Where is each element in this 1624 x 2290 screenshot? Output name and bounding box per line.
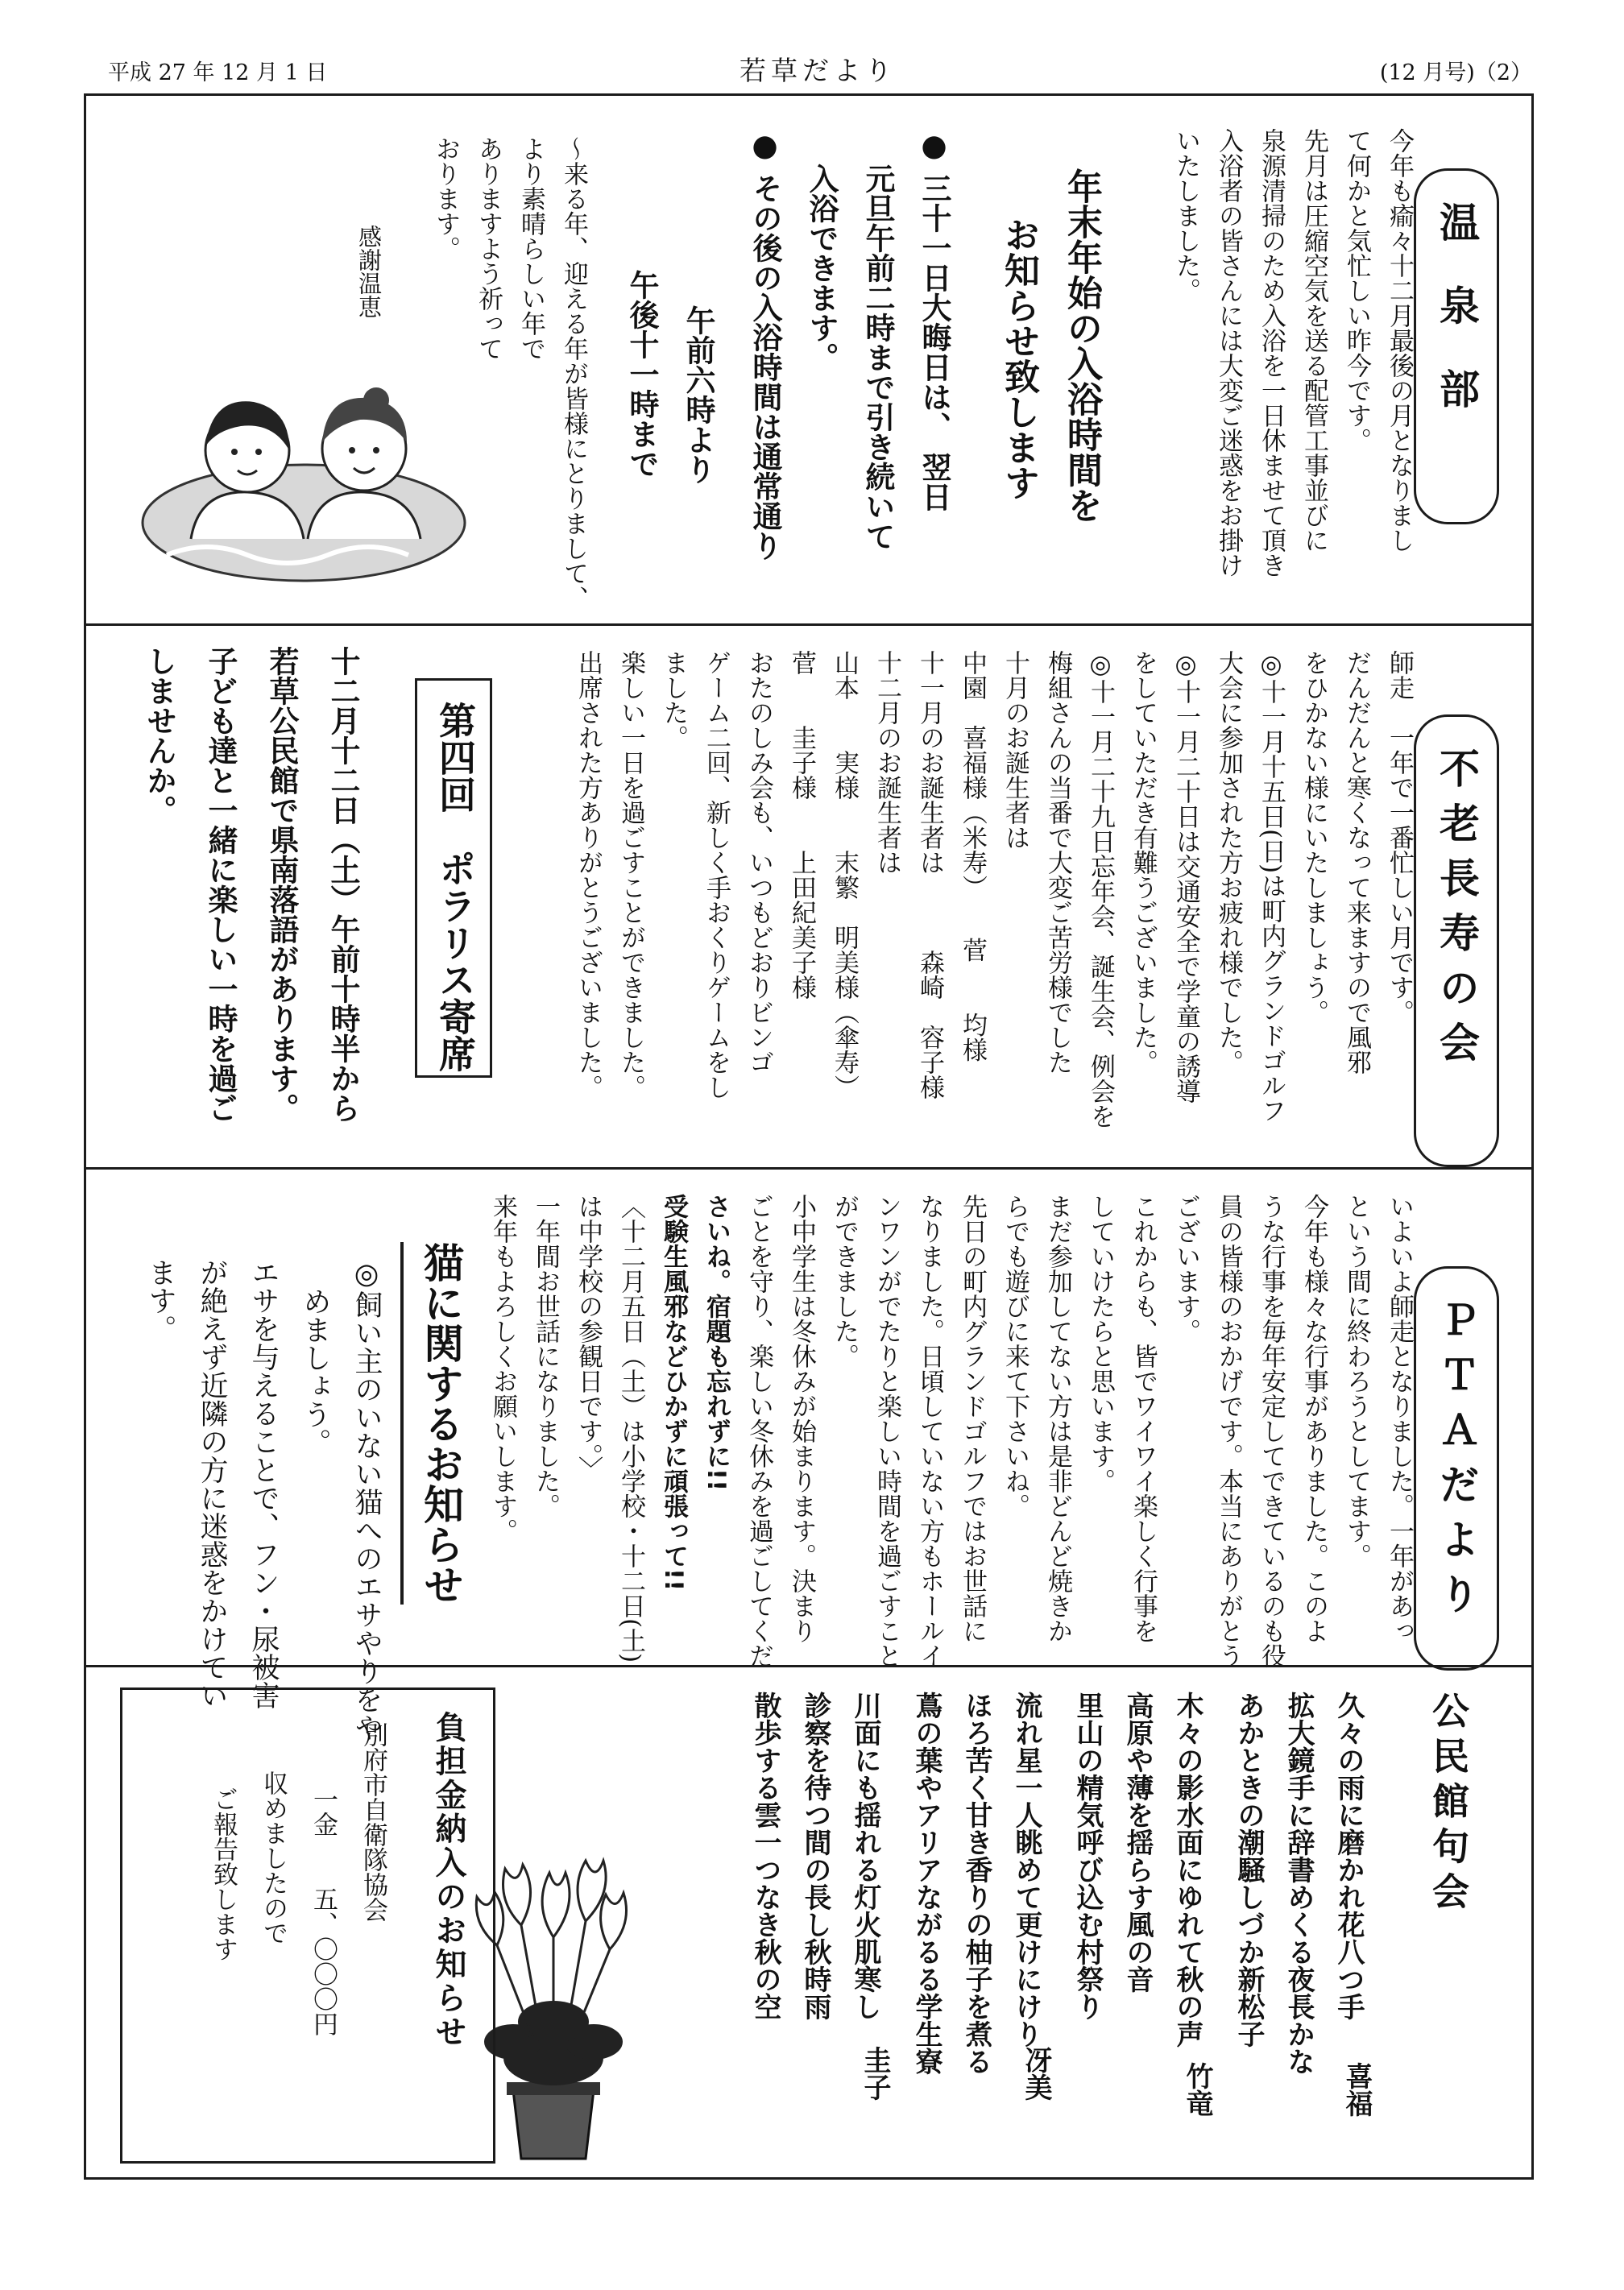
haiku-group-1: 久々の雨に磨かれ花八つ手 拡大鏡手に辞書めくる夜長かな あかときの潮騒しづか新松子 [1232, 1692, 1365, 2075]
issue-number: (12 月号)（2） [1379, 60, 1532, 85]
haiku-group-4: 川面にも揺れる灯火肌寒し 診察を待つ間の長し秋時雨 散歩する雲一つなき秋の空 [749, 1692, 881, 2020]
haiku-author-4: 圭子 [859, 2046, 891, 2101]
haiku-author-2: 竹竜 [1181, 2062, 1213, 2117]
onsen-title: 温 泉 部 [1414, 168, 1499, 524]
haiku-group-3: 流れ星一人眺めて更けにけり ほろ苦く甘き香りの柚子を煮る 蔦の葉やアリアながるる学生寮 [910, 1692, 1042, 2075]
pta-title: ＰＴＡだより [1414, 1266, 1499, 1671]
polaris-title-box [415, 678, 492, 1078]
burden-notice-box [120, 1687, 495, 2164]
burden-title: 負担金納入のお知らせ [430, 1711, 466, 2049]
onsen-times: 午前六時より 午後十一時まで [624, 270, 715, 484]
polaris-body: 十二月十二日（土）午前十時半から 若草公民館で県南落語があります。 子ども達と一緒に楽しい一時を過ご しませんか。 [142, 646, 360, 1123]
furou-title: 不老長寿の会 [1414, 714, 1499, 1167]
burden-body: 別府市自衛隊協会 一金 五、〇〇〇円 収めましたので ご報告致します [209, 1722, 387, 2036]
cat-notice-body: ◎飼い主のいない猫へのエサやりをや めましょう。 エサを与えることで、フン・尿被害 が絶えず近隣の方に迷惑をかけてい ます。 [144, 1258, 383, 1741]
onsen-closing: ～来る年、迎える年が皆様にとりまして、 より素晴らしい年で ありますよう祈って おります。 [431, 136, 588, 611]
haiku-author-3: 冴美 [1020, 2046, 1052, 2101]
haiku-author-1: 喜福 [1340, 2062, 1373, 2117]
polaris-title: 第四回 ポラリス寄席 [433, 702, 477, 1072]
onsen-items: ● 三十一日大晦日は、 翌日 元旦午前二時まで引き続いて 入浴できます。 ● その後の入浴時間は通常通り [748, 128, 951, 561]
furou-body: 師走 一年で一番忙しい月です。 だんだんと寒くなって来ますので風邪 をひかない様にいたしましょう。 ◎十一月十五日(日)は町内グランドゴルフ 大会に参加された方お疲れ様でした。 ◎十一月二十日は交通安全で学童の誘導 をしていただき有難うございました。 ◎十一月二十九日忘年会、誕生会、例会を 梅組さんの当番で大変ご苦労様でした 十月のお誕生者は 中園 喜福様（米寿） 菅 均様 十一月のお誕生者は 森崎 容子様 十二月のお誕生者は 山本 実様 末繁 明美様（傘寿） 菅 圭子様 上田紀美子様 おたのしみ会も、いつもどおりビンゴ ゲーム二回、新しく手おくりゲームをし ました。 楽しい一日を過ごすことができました。 出席された方ありがとうございました。 [574, 650, 1414, 1128]
page-frame [84, 93, 1534, 2180]
onsen-section [86, 96, 1531, 623]
cat-notice-title: 猫に関するお知らせ [400, 1242, 470, 1605]
pta-body: いよいよ師走となりました。一年があっ という間に終わろうとしてます。 今年も様々な行事がありました。このよ うな行事を毎年安定してできているのも役 員の皆様のおかげです。本当にありがとう ございます。 これからも、皆でワイワイ楽しく行事を していけたらと思います。 まだ参加してない方は是非どんど焼きか らでも遊びに来て下さいね。 先日の町内グランドゴルフではお世話に なりました。日頃していない方もホールイ ンワンがでたりと楽しい時間を過ごすこと ができました。 小中学生は冬休みが始まります。決まり ごとを守り、楽しい冬休みを過ごしてくだ さいね。宿題も忘れずに!! 受験生風邪などひかずに頑張って!! 〈十二月五日（土）は小学校・十二日(土) は中学校の参観日です。〉 一年間お世話になりました。 来年もよろしくお願いします。 [488, 1194, 1414, 1668]
furou-section [86, 626, 1531, 1167]
onsen-headline: 年末年始の入浴時間を お知らせ致します [998, 168, 1102, 523]
pta-section [86, 1170, 1531, 1741]
haiku-title: 公民館句会 [1427, 1692, 1470, 1917]
haiku-group-2: 木々の影水面にゆれて秋の声 高原や薄を揺らす風の音 里山の精気呼び込む村祭り [1071, 1692, 1204, 2048]
onsen-intro: 今年も瘉々十二月最後の月となりまし て何かと気忙しい昨今です。 先月は圧縮空気を送る配管工事並びに 泉源清掃のため入浴を一日休ませて頂き 入浴者の皆さんには大変ご迷惑をお掛け いたしました。 [1171, 128, 1414, 578]
bathing-women-illustration [135, 362, 473, 595]
newsletter-title: 若草だより [740, 55, 897, 86]
onsen-signature: 感謝温恵 [355, 225, 383, 318]
haiku-section [86, 1667, 1531, 2180]
issue-date: 平成 27 年 12 月 1 日 [108, 60, 328, 85]
